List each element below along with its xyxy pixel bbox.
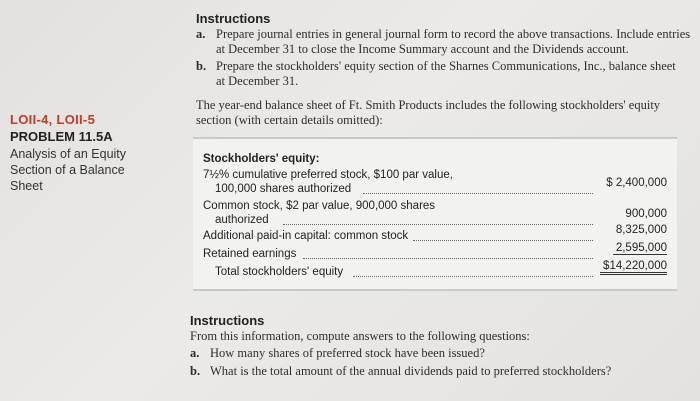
item-text-line2: at December 31 to close the Income Summary account and the Dividends account. xyxy=(216,42,629,56)
problem-description: Analysis of an Equity Section of a Balance Sheet xyxy=(10,147,127,193)
question-label: a. xyxy=(190,346,200,360)
item-label: a. xyxy=(196,27,206,41)
total-label: Total stockholders' equity xyxy=(215,266,346,278)
retained-value: 2,595,000 xyxy=(613,242,667,255)
common-label-line2: authorized xyxy=(215,214,272,226)
common-label-line1: Common stock, $2 par value, 900,000 shares xyxy=(203,200,438,212)
instructions-heading-top: Instructions xyxy=(196,11,271,26)
instruction-item-a-top xyxy=(196,27,691,59)
table-heading-row xyxy=(193,153,677,167)
leader-dots xyxy=(353,276,593,277)
item-text-line2: at December 31. xyxy=(216,74,299,88)
table-heading: Stockholders' equity: xyxy=(203,153,322,165)
apic-row xyxy=(193,224,677,244)
learning-objectives: LOII-4, LOII-5 xyxy=(10,112,96,127)
problem-intro xyxy=(196,98,676,128)
preferred-label-line1: 7½% cumulative preferred stock, $100 par value, xyxy=(203,169,456,181)
question-b xyxy=(190,364,680,380)
item-text-line1: Prepare journal entries in general journal form to record the above transactions. Include entries xyxy=(216,27,691,41)
total-value: $14,220,000 xyxy=(600,260,667,275)
question-a xyxy=(190,346,680,362)
item-text-line1: Prepare the stockholders' equity section of the Sharnes Communications, Inc., balance sheet xyxy=(216,59,676,73)
common-value: 900,000 xyxy=(622,208,667,220)
intro-line2: section (with certain details omitted): xyxy=(196,113,383,127)
item-label: b. xyxy=(196,59,207,73)
stockholders-equity-table xyxy=(193,137,677,291)
apic-label: Additional paid-in capital: common stock xyxy=(203,230,411,242)
leader-dots xyxy=(413,240,593,241)
question-text: What is the total amount of the annual dividends paid to preferred stockholders? xyxy=(210,364,612,378)
preferred-value: $ 2,400,000 xyxy=(603,177,667,189)
apic-value: 8,325,000 xyxy=(613,224,667,236)
intro-line1: The year-end balance sheet of Ft. Smith Products includes the following stockholders' equity xyxy=(196,98,661,112)
question-text: How many shares of preferred stock have been issued? xyxy=(210,346,485,360)
leader-dots xyxy=(283,224,593,225)
retained-label: Retained earnings xyxy=(203,248,299,260)
preferred-row-line2 xyxy=(193,177,677,197)
common-row-line1 xyxy=(193,200,677,214)
leader-dots xyxy=(303,258,593,259)
question-label: b. xyxy=(190,364,201,378)
questions-intro: From this information, compute answers to the following questions: xyxy=(190,329,530,343)
leader-dots xyxy=(363,193,593,194)
instruction-item-b-top xyxy=(196,59,676,91)
common-row-line2 xyxy=(193,208,677,228)
total-row xyxy=(193,260,677,280)
preferred-label-line2: 100,000 shares authorized xyxy=(215,183,354,195)
problem-number: PROBLEM 11.5A xyxy=(10,129,113,144)
instructions-heading-bottom: Instructions xyxy=(190,313,265,328)
